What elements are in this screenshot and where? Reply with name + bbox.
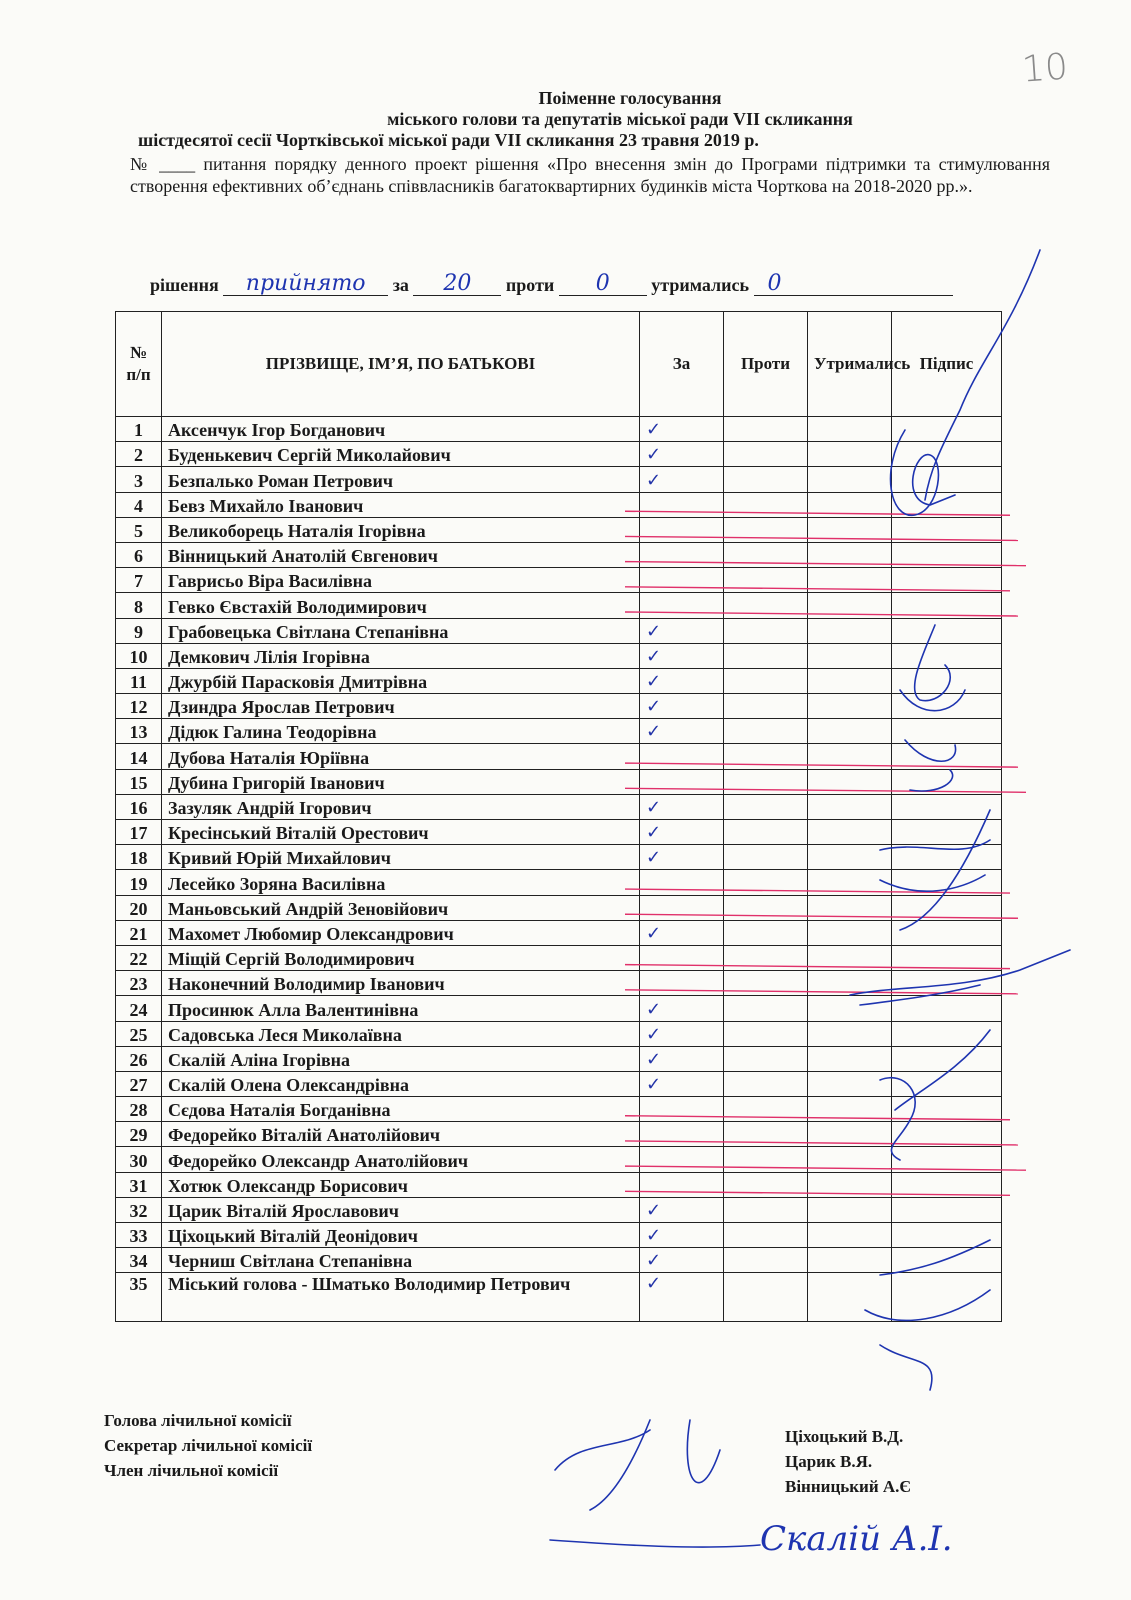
signature-cell bbox=[892, 1248, 1002, 1273]
member-name: Кривий Юрій Михайлович bbox=[162, 845, 640, 870]
vote-against bbox=[724, 996, 808, 1021]
signature-cell bbox=[892, 694, 1002, 719]
member-name: Скалій Олена Олександрівна bbox=[162, 1071, 640, 1096]
row-number: 33 bbox=[116, 1223, 162, 1248]
row-number: 20 bbox=[116, 895, 162, 920]
member-name: Скалій Аліна Ігорівна bbox=[162, 1046, 640, 1071]
vote-for: ✓ bbox=[640, 467, 724, 492]
signature-cell bbox=[892, 1021, 1002, 1046]
row-number: 22 bbox=[116, 945, 162, 970]
vote-against bbox=[724, 542, 808, 567]
table-row bbox=[116, 694, 1002, 719]
row-number: 11 bbox=[116, 668, 162, 693]
table-row bbox=[116, 719, 1002, 744]
vote-abstain bbox=[808, 1071, 892, 1096]
vote-for: ✓ bbox=[640, 820, 724, 845]
vote-abstain bbox=[808, 769, 892, 794]
member-name: Черниш Світлана Степанівна bbox=[162, 1248, 640, 1273]
vote-abstain bbox=[808, 820, 892, 845]
row-number: 9 bbox=[116, 618, 162, 643]
member-name: Вінницький Анатолій Євгенович bbox=[162, 542, 640, 567]
member-name: Бевз Михайло Іванович bbox=[162, 492, 640, 517]
table-row bbox=[116, 568, 1002, 593]
vote-abstain bbox=[808, 870, 892, 895]
signature-cell bbox=[892, 492, 1002, 517]
member-name: Просинюк Алла Валентинівна bbox=[162, 996, 640, 1021]
vote-abstain bbox=[808, 694, 892, 719]
row-number: 23 bbox=[116, 971, 162, 996]
member-name: Махомет Любомир Олександрович bbox=[162, 920, 640, 945]
signature-cell bbox=[892, 1223, 1002, 1248]
vote-against bbox=[724, 820, 808, 845]
signature-cell bbox=[892, 442, 1002, 467]
vote-abstain bbox=[808, 1223, 892, 1248]
signature-cell bbox=[892, 467, 1002, 492]
table-row bbox=[116, 895, 1002, 920]
vote-against bbox=[724, 794, 808, 819]
vote-for bbox=[640, 517, 724, 542]
vote-abstain bbox=[808, 668, 892, 693]
vote-abstain bbox=[808, 1248, 892, 1273]
vote-for: ✓ bbox=[640, 1046, 724, 1071]
vote-for bbox=[640, 895, 724, 920]
signature-cell bbox=[892, 1097, 1002, 1122]
table-row bbox=[116, 1223, 1002, 1248]
table-row bbox=[116, 542, 1002, 567]
vote-against bbox=[724, 568, 808, 593]
header-against: Проти bbox=[724, 312, 808, 417]
name-secretary: Царик В.Я. bbox=[785, 1452, 873, 1471]
row-number: 10 bbox=[116, 643, 162, 668]
header-signature: Підпис bbox=[892, 312, 1002, 417]
vote-against bbox=[724, 643, 808, 668]
member-name: Дубова Наталія Юріївна bbox=[162, 744, 640, 769]
row-number: 30 bbox=[116, 1147, 162, 1172]
signature-cell bbox=[892, 945, 1002, 970]
row-number: 19 bbox=[116, 870, 162, 895]
voting-table bbox=[115, 311, 1002, 1322]
member-name: Аксенчук Ігор Богданович bbox=[162, 417, 640, 442]
vote-abstain bbox=[808, 542, 892, 567]
decision-line bbox=[150, 273, 953, 296]
header-name: ПРІЗВИЩЕ, ІМ’Я, ПО БАТЬКОВІ bbox=[162, 312, 640, 417]
table-row bbox=[116, 920, 1002, 945]
header-abstain: Утримались bbox=[808, 312, 892, 417]
abstain-label: утримались bbox=[651, 275, 749, 295]
member-name: Дідюк Галина Теодорівна bbox=[162, 719, 640, 744]
row-number: 4 bbox=[116, 492, 162, 517]
vote-for bbox=[640, 1172, 724, 1197]
signature-cell bbox=[892, 1046, 1002, 1071]
row-number: 16 bbox=[116, 794, 162, 819]
vote-for bbox=[640, 593, 724, 618]
row-number: 29 bbox=[116, 1122, 162, 1147]
vote-for bbox=[640, 744, 724, 769]
vote-against bbox=[724, 467, 808, 492]
vote-abstain bbox=[808, 895, 892, 920]
role-secretary: Секретар лічильної комісії bbox=[104, 1436, 313, 1455]
vote-abstain bbox=[808, 1197, 892, 1222]
vote-for bbox=[640, 568, 724, 593]
vote-abstain bbox=[808, 1046, 892, 1071]
table-row bbox=[116, 643, 1002, 668]
vote-abstain bbox=[808, 593, 892, 618]
signature-cell bbox=[892, 643, 1002, 668]
vote-abstain bbox=[808, 920, 892, 945]
document-header bbox=[130, 88, 1050, 197]
signature-cell bbox=[892, 517, 1002, 542]
table-row bbox=[116, 870, 1002, 895]
member-name: Буденькевич Сергій Миколайович bbox=[162, 442, 640, 467]
signature-cell bbox=[892, 417, 1002, 442]
against-label: проти bbox=[505, 275, 555, 295]
vote-abstain bbox=[808, 945, 892, 970]
table-row bbox=[116, 517, 1002, 542]
name-member: Вінницький А.Є bbox=[785, 1477, 911, 1496]
vote-for bbox=[640, 945, 724, 970]
row-number: 24 bbox=[116, 996, 162, 1021]
vote-abstain bbox=[808, 568, 892, 593]
member-name: Хотюк Олександр Борисович bbox=[162, 1172, 640, 1197]
signature-cell bbox=[892, 1273, 1002, 1322]
signature-cell bbox=[892, 593, 1002, 618]
vote-against bbox=[724, 845, 808, 870]
signature-cell bbox=[892, 542, 1002, 567]
vote-for: ✓ bbox=[640, 719, 724, 744]
signature-cell bbox=[892, 568, 1002, 593]
row-number: 26 bbox=[116, 1046, 162, 1071]
member-name: Сєдова Наталія Богданівна bbox=[162, 1097, 640, 1122]
row-number: 25 bbox=[116, 1021, 162, 1046]
vote-abstain bbox=[808, 643, 892, 668]
vote-abstain bbox=[808, 1273, 892, 1322]
table-row bbox=[116, 1273, 1002, 1322]
signature-cell bbox=[892, 719, 1002, 744]
table-row bbox=[116, 945, 1002, 970]
row-number: 1 bbox=[116, 417, 162, 442]
vote-abstain bbox=[808, 719, 892, 744]
session-line: шістдесятої сесії Чортківської міської ради VII скликання 23 травня 2019 р. bbox=[138, 130, 759, 150]
row-number: 27 bbox=[116, 1071, 162, 1096]
header-num: № п/п bbox=[116, 312, 162, 417]
vote-against bbox=[724, 744, 808, 769]
member-name: Дубина Григорій Іванович bbox=[162, 769, 640, 794]
table-row bbox=[116, 769, 1002, 794]
row-number: 8 bbox=[116, 593, 162, 618]
table-row bbox=[116, 1197, 1002, 1222]
vote-for: ✓ bbox=[640, 794, 724, 819]
vote-abstain bbox=[808, 442, 892, 467]
vote-against bbox=[724, 1097, 808, 1122]
signature-cell bbox=[892, 895, 1002, 920]
table-row bbox=[116, 593, 1002, 618]
row-number: 6 bbox=[116, 542, 162, 567]
vote-for bbox=[640, 870, 724, 895]
vote-for: ✓ bbox=[640, 417, 724, 442]
vote-abstain bbox=[808, 1021, 892, 1046]
row-number: 5 bbox=[116, 517, 162, 542]
page-number: 10 bbox=[1020, 46, 1070, 91]
vote-abstain bbox=[808, 744, 892, 769]
vote-against bbox=[724, 442, 808, 467]
row-number: 13 bbox=[116, 719, 162, 744]
vote-against bbox=[724, 1071, 808, 1096]
vote-against bbox=[724, 945, 808, 970]
member-name: Наконечний Володимир Іванович bbox=[162, 971, 640, 996]
vote-against bbox=[724, 593, 808, 618]
row-number: 31 bbox=[116, 1172, 162, 1197]
table-row bbox=[116, 1071, 1002, 1096]
table-row bbox=[116, 996, 1002, 1021]
subtitle: міського голови та депутатів міської ради VII скликання bbox=[387, 109, 853, 129]
table-row bbox=[116, 820, 1002, 845]
vote-against bbox=[724, 492, 808, 517]
vote-for bbox=[640, 769, 724, 794]
vote-abstain bbox=[808, 971, 892, 996]
role-member: Член лічильної комісії bbox=[104, 1461, 279, 1480]
vote-against bbox=[724, 895, 808, 920]
signature-cell bbox=[892, 794, 1002, 819]
table-row bbox=[116, 618, 1002, 643]
vote-against bbox=[724, 668, 808, 693]
member-name: Федорейко Олександр Анатолійович bbox=[162, 1147, 640, 1172]
row-number: 14 bbox=[116, 744, 162, 769]
row-number: 15 bbox=[116, 769, 162, 794]
vote-against bbox=[724, 1046, 808, 1071]
decision-label: рішення bbox=[150, 275, 219, 295]
member-name: Ціхоцький Віталій Деонідович bbox=[162, 1223, 640, 1248]
vote-for: ✓ bbox=[640, 643, 724, 668]
vote-for bbox=[640, 1122, 724, 1147]
table-row bbox=[116, 1046, 1002, 1071]
vote-for bbox=[640, 492, 724, 517]
vote-for: ✓ bbox=[640, 920, 724, 945]
vote-for bbox=[640, 1147, 724, 1172]
signature-cell bbox=[892, 920, 1002, 945]
signature-cell bbox=[892, 1071, 1002, 1096]
commission-signatures bbox=[550, 1420, 760, 1547]
member-name: Царик Віталій Ярославович bbox=[162, 1197, 640, 1222]
row-number: 12 bbox=[116, 694, 162, 719]
vote-against bbox=[724, 1147, 808, 1172]
title: Поіменне голосування bbox=[538, 88, 722, 108]
vote-against bbox=[724, 769, 808, 794]
vote-for: ✓ bbox=[640, 442, 724, 467]
table-row bbox=[116, 1021, 1002, 1046]
member-name: Дзиндра Ярослав Петрович bbox=[162, 694, 640, 719]
row-number: 28 bbox=[116, 1097, 162, 1122]
member-name: Великоборець Наталія Ігорівна bbox=[162, 517, 640, 542]
vote-against bbox=[724, 1122, 808, 1147]
vote-abstain bbox=[808, 794, 892, 819]
vote-for: ✓ bbox=[640, 694, 724, 719]
signature-cell bbox=[892, 820, 1002, 845]
vote-against bbox=[724, 694, 808, 719]
vote-against bbox=[724, 1172, 808, 1197]
table-row bbox=[116, 668, 1002, 693]
signature-cell bbox=[892, 1172, 1002, 1197]
row-number: 34 bbox=[116, 1248, 162, 1273]
member-name: Садовська Леся Миколаївна bbox=[162, 1021, 640, 1046]
vote-abstain bbox=[808, 417, 892, 442]
member-name: Гевко Євстахій Володимирович bbox=[162, 593, 640, 618]
vote-abstain bbox=[808, 492, 892, 517]
vote-abstain bbox=[808, 1147, 892, 1172]
row-number: 32 bbox=[116, 1197, 162, 1222]
table-row bbox=[116, 492, 1002, 517]
signature-cell bbox=[892, 618, 1002, 643]
vote-for: ✓ bbox=[640, 1021, 724, 1046]
vote-against bbox=[724, 1273, 808, 1322]
header-for: За bbox=[640, 312, 724, 417]
against-count: 0 bbox=[559, 273, 647, 296]
signature-cell bbox=[892, 668, 1002, 693]
signature-cell bbox=[892, 744, 1002, 769]
signature-cell bbox=[892, 769, 1002, 794]
member-name: Маньовський Андрій Зеновійович bbox=[162, 895, 640, 920]
vote-against bbox=[724, 719, 808, 744]
signature-cell bbox=[892, 1122, 1002, 1147]
vote-for: ✓ bbox=[640, 996, 724, 1021]
vote-for: ✓ bbox=[640, 618, 724, 643]
row-number: 7 bbox=[116, 568, 162, 593]
member-name: Кресінський Віталій Орестович bbox=[162, 820, 640, 845]
vote-abstain bbox=[808, 467, 892, 492]
vote-against bbox=[724, 1223, 808, 1248]
member-name: Безпалько Роман Петрович bbox=[162, 467, 640, 492]
vote-against bbox=[724, 1021, 808, 1046]
handwritten-note: Скалій А.І. bbox=[760, 1519, 953, 1559]
commission-roles bbox=[104, 1408, 312, 1483]
name-chair: Ціхоцький В.Д. bbox=[785, 1427, 904, 1446]
for-label: за bbox=[392, 275, 409, 295]
role-chair: Голова лічильної комісії bbox=[104, 1411, 292, 1430]
signature-cell bbox=[892, 996, 1002, 1021]
commission-names bbox=[785, 1424, 911, 1499]
vote-for: ✓ bbox=[640, 1071, 724, 1096]
table-row bbox=[116, 467, 1002, 492]
signature-cell bbox=[892, 870, 1002, 895]
vote-for bbox=[640, 542, 724, 567]
table-row bbox=[116, 417, 1002, 442]
decision-result: прийнято bbox=[223, 273, 388, 296]
member-name: Федорейко Віталій Анатолійович bbox=[162, 1122, 640, 1147]
table-row bbox=[116, 1172, 1002, 1197]
member-name: Грабовецька Світлана Степанівна bbox=[162, 618, 640, 643]
vote-against bbox=[724, 517, 808, 542]
table-row bbox=[116, 1147, 1002, 1172]
table-row bbox=[116, 971, 1002, 996]
vote-for: ✓ bbox=[640, 668, 724, 693]
vote-against bbox=[724, 1248, 808, 1273]
member-name: Міщій Сергій Володимирович bbox=[162, 945, 640, 970]
vote-for: ✓ bbox=[640, 1273, 724, 1322]
vote-for: ✓ bbox=[640, 1197, 724, 1222]
member-name: Джурбій Парасковія Дмитрівна bbox=[162, 668, 640, 693]
vote-against bbox=[724, 971, 808, 996]
abstain-count: 0 bbox=[754, 273, 953, 296]
vote-against bbox=[724, 618, 808, 643]
vote-against bbox=[724, 920, 808, 945]
vote-abstain bbox=[808, 845, 892, 870]
vote-abstain bbox=[808, 1172, 892, 1197]
row-number: 2 bbox=[116, 442, 162, 467]
vote-against bbox=[724, 1197, 808, 1222]
table-row bbox=[116, 1122, 1002, 1147]
vote-abstain bbox=[808, 1122, 892, 1147]
vote-against bbox=[724, 417, 808, 442]
vote-abstain bbox=[808, 618, 892, 643]
member-name: Зазуляк Андрій Ігорович bbox=[162, 794, 640, 819]
vote-abstain bbox=[808, 517, 892, 542]
row-number: 35 bbox=[116, 1273, 162, 1322]
member-name: Міський голова - Шматько Володимир Петрович bbox=[162, 1273, 640, 1322]
vote-abstain bbox=[808, 996, 892, 1021]
vote-against bbox=[724, 870, 808, 895]
table-row bbox=[116, 744, 1002, 769]
vote-for: ✓ bbox=[640, 845, 724, 870]
for-count: 20 bbox=[413, 273, 501, 296]
vote-for: ✓ bbox=[640, 1248, 724, 1273]
signature-cell bbox=[892, 845, 1002, 870]
vote-abstain bbox=[808, 1097, 892, 1122]
table-row bbox=[116, 442, 1002, 467]
vote-for bbox=[640, 1097, 724, 1122]
vote-for bbox=[640, 971, 724, 996]
member-name: Лесейко Зоряна Василівна bbox=[162, 870, 640, 895]
signature-cell bbox=[892, 971, 1002, 996]
table-row bbox=[116, 794, 1002, 819]
row-number: 21 bbox=[116, 920, 162, 945]
member-name: Демкович Лілія Ігорівна bbox=[162, 643, 640, 668]
signature-cell bbox=[892, 1147, 1002, 1172]
vote-for: ✓ bbox=[640, 1223, 724, 1248]
agenda-item: № ____ питання порядку денного проект рішення «Про внесення змін до Програми підтримки та стимулювання створення ефективних об’єднань співвласників багатоквартирних будинків міста Чорткова на 2018-2020 рр.». bbox=[130, 154, 1050, 196]
row-number: 3 bbox=[116, 467, 162, 492]
row-number: 17 bbox=[116, 820, 162, 845]
member-name: Гаврисьо Віра Василівна bbox=[162, 568, 640, 593]
table-row bbox=[116, 1097, 1002, 1122]
row-number: 18 bbox=[116, 845, 162, 870]
table-row bbox=[116, 845, 1002, 870]
signature-cell bbox=[892, 1197, 1002, 1222]
table-header-row bbox=[116, 312, 1002, 417]
table-row bbox=[116, 1248, 1002, 1273]
